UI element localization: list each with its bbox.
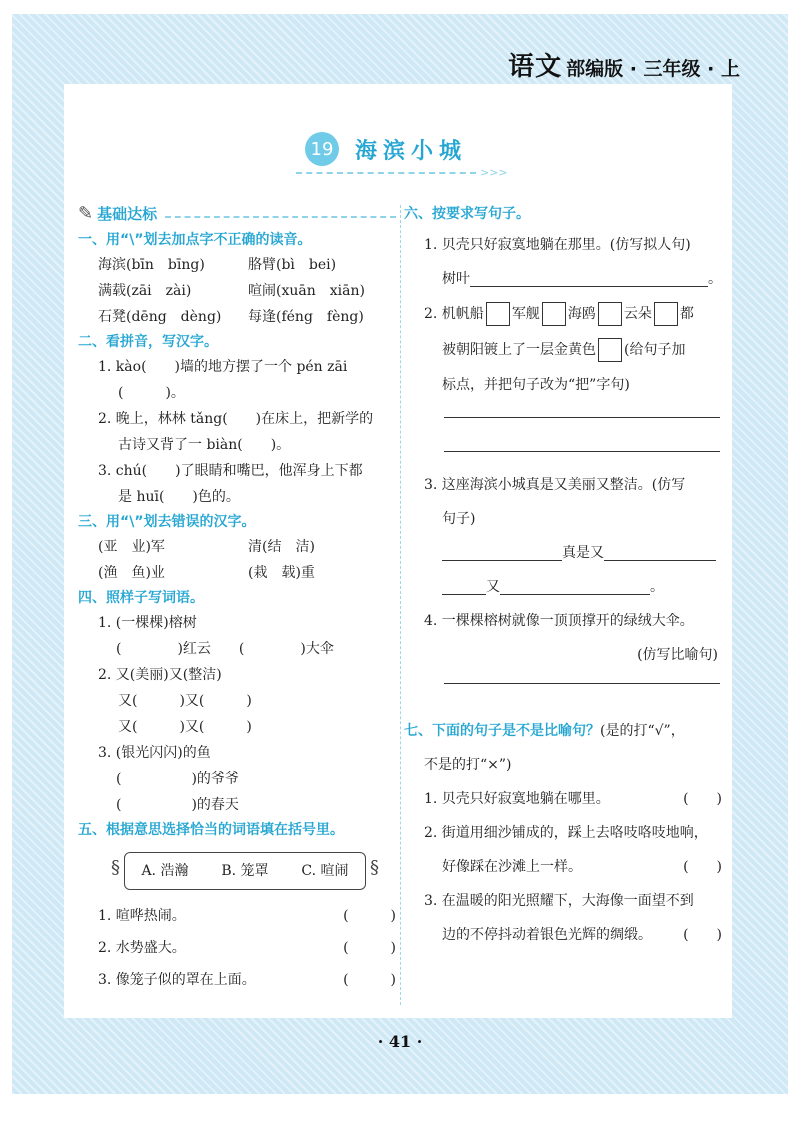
question-text: 1. 贝壳只好寂寞地躺在哪里。 (424, 791, 610, 807)
list-item: 满载(zāi zài) (98, 283, 192, 299)
book-title (508, 46, 740, 83)
answer-blank[interactable] (442, 580, 486, 595)
word-text: 都 (679, 306, 694, 322)
section-7-title: 七、下面的句子是不是比喻句？ (404, 723, 600, 739)
punct-box[interactable] (598, 302, 622, 326)
answer-paren[interactable]: ( ) (683, 859, 722, 875)
list-item: 1. 贝壳只好寂寞地躺在那里。(仿写拟人句) (424, 237, 691, 253)
list-item: (亚 业)军 (98, 539, 165, 555)
list-item: ( )。 (118, 385, 185, 401)
left-column (78, 200, 396, 996)
section-2-title: 二、看拼音，写汉字。 (78, 334, 218, 350)
answer-line-row (404, 262, 726, 296)
answer-paren[interactable]: ( ) (683, 791, 722, 807)
list-item: 石凳(dēng dèng) (98, 309, 222, 325)
answer-paren[interactable]: ( ) (683, 927, 722, 943)
section-7-title-tail: (是的打“√”， (600, 723, 685, 739)
table-row (404, 782, 726, 816)
table-row (78, 932, 396, 964)
section-3-title: 三、用“\”划去错误的汉字。 (78, 514, 256, 530)
list-item (404, 332, 726, 368)
answer-paren[interactable]: ( ) (343, 908, 396, 924)
suffix-text: 。 (650, 579, 664, 595)
list-item: 清(结 洁) (248, 539, 315, 555)
question-text: 2. 水势盛大。 (98, 940, 186, 956)
table-row (404, 918, 726, 952)
list-item: 胳臂(bì bei) (248, 257, 337, 273)
note-row (404, 638, 726, 672)
list-item: 是 huī( )色的。 (118, 489, 240, 505)
edition-grade: 部编版 · 三年级 · 上 (566, 58, 740, 80)
answer-line-row (404, 570, 726, 604)
list-item: 3. 在温暖的阳光照耀下，大海像一面望不到 (424, 893, 694, 909)
lesson-number-badge: 19 (305, 132, 339, 166)
table-row (78, 900, 396, 932)
list-item: 3. (银光闪闪)的鱼 (98, 745, 211, 761)
list-item: 不是的打“×”) (424, 757, 512, 773)
prefix-text: 树叶 (442, 271, 470, 287)
answer-blank[interactable] (500, 580, 650, 595)
basic-label-text: 基础达标 (97, 204, 158, 223)
answer-line-row (404, 536, 726, 570)
chevrons-icon: >>> (480, 166, 508, 179)
answer-paren[interactable]: ( ) (343, 940, 396, 956)
list-item: 又( )又( ) (118, 719, 252, 735)
lesson-name: 海滨小城 (355, 138, 468, 164)
list-item: 1. kào( )墙的地方摆了一个 pén zāi (98, 359, 348, 375)
basic-section-label (78, 200, 396, 228)
note-text: (仿写比喻句) (637, 647, 718, 663)
option-a: § A. 浩瀚 (141, 863, 189, 879)
list-item: 2. 晚上，林林 tǎng( )在床上，把新学的 (98, 411, 374, 427)
option-b: B. 笼罩 (221, 863, 269, 879)
option-c: C. 喧闹 (301, 863, 349, 879)
punct-box[interactable] (654, 302, 678, 326)
list-item: 海滨(bīn bīng) (98, 257, 205, 273)
word-text: 2. 机帆船 (424, 306, 484, 322)
word-text: 云朵 (623, 306, 652, 322)
sentence-text: 被朝阳镀上了一层金黄色 (442, 342, 596, 358)
connector-text: 又 (486, 579, 500, 595)
list-item: (渔 鱼)业 (98, 565, 165, 581)
question-text: 边的不停抖动着银色光辉的绸缎。 (442, 927, 652, 943)
list-item: (栽 载)重 (248, 565, 315, 581)
section-6-title: 六、按要求写句子。 (404, 206, 530, 222)
table-row (78, 964, 396, 996)
pencil-icon: ✎ (78, 203, 94, 224)
question-text: 1. 喧哗热闹。 (98, 908, 186, 924)
list-item: ( )的爷爷 (116, 771, 239, 787)
word-text: 军舰 (511, 306, 540, 322)
subject-title: 语文 (508, 52, 563, 82)
title-underline (296, 172, 476, 174)
suffix-text: 。 (708, 271, 722, 287)
answer-paren[interactable]: ( ) (343, 972, 396, 988)
list-item (404, 296, 726, 332)
list-item: 古诗又背了一 biàn( )。 (118, 437, 291, 453)
punct-box[interactable] (486, 302, 510, 326)
answer-blank[interactable] (442, 546, 562, 561)
section-3-items (78, 534, 396, 586)
list-item: 4. 一棵棵榕树就像一顶顶撑开的绿绒大伞。 (424, 613, 694, 629)
note-text: (给句子加 (624, 342, 686, 358)
list-item: 句子) (442, 511, 476, 527)
answer-blank[interactable] (470, 272, 708, 287)
right-column (404, 200, 726, 952)
list-item: 标点，并把句子改为“把”字句) (442, 377, 630, 393)
list-item: 2. 街道用细沙铺成的，踩上去咯吱咯吱地响， (424, 825, 708, 841)
list-item: 3. 这座海滨小城真是又美丽又整洁。(仿写 (424, 477, 686, 493)
table-row (404, 850, 726, 884)
question-text: 3. 像笼子似的罩在上面。 (98, 972, 256, 988)
word-text: 海鸥 (567, 306, 596, 322)
list-item: ( )红云 ( )大伞 (116, 641, 334, 657)
section-1-title: 一、用“\”划去加点字不正确的读音。 (78, 232, 312, 248)
list-item: 每逢(féng fèng) (248, 309, 364, 325)
punct-box[interactable] (598, 338, 622, 362)
section-4-title: 四、照样子写词语。 (78, 590, 204, 606)
section-1-items (78, 252, 396, 330)
connector-text: 真是又 (562, 545, 604, 561)
section-5-title: 五、根据意思选择恰当的词语填在括号里。 (78, 822, 344, 838)
answer-blank[interactable] (604, 546, 716, 561)
list-item: 喧闹(xuān xiān) (248, 283, 365, 299)
list-item: 又( )又( ) (118, 693, 252, 709)
word-options-box (124, 852, 366, 890)
lesson-title (305, 132, 467, 166)
section-7-title-row (404, 714, 726, 748)
punct-box[interactable] (542, 302, 566, 326)
list-item: ( )的春天 (116, 797, 239, 813)
list-item: 3. chú( )了眼睛和嘴巴，他浑身上下都 (98, 463, 363, 479)
question-text: 好像踩在沙滩上一样。 (442, 859, 582, 875)
basic-label-rule (165, 216, 396, 218)
list-item: 2. 又(美丽)又(整洁) (98, 667, 222, 683)
page-number: · 41 · (377, 1032, 423, 1051)
list-item: 1. (一棵棵)榕树 (98, 615, 197, 631)
